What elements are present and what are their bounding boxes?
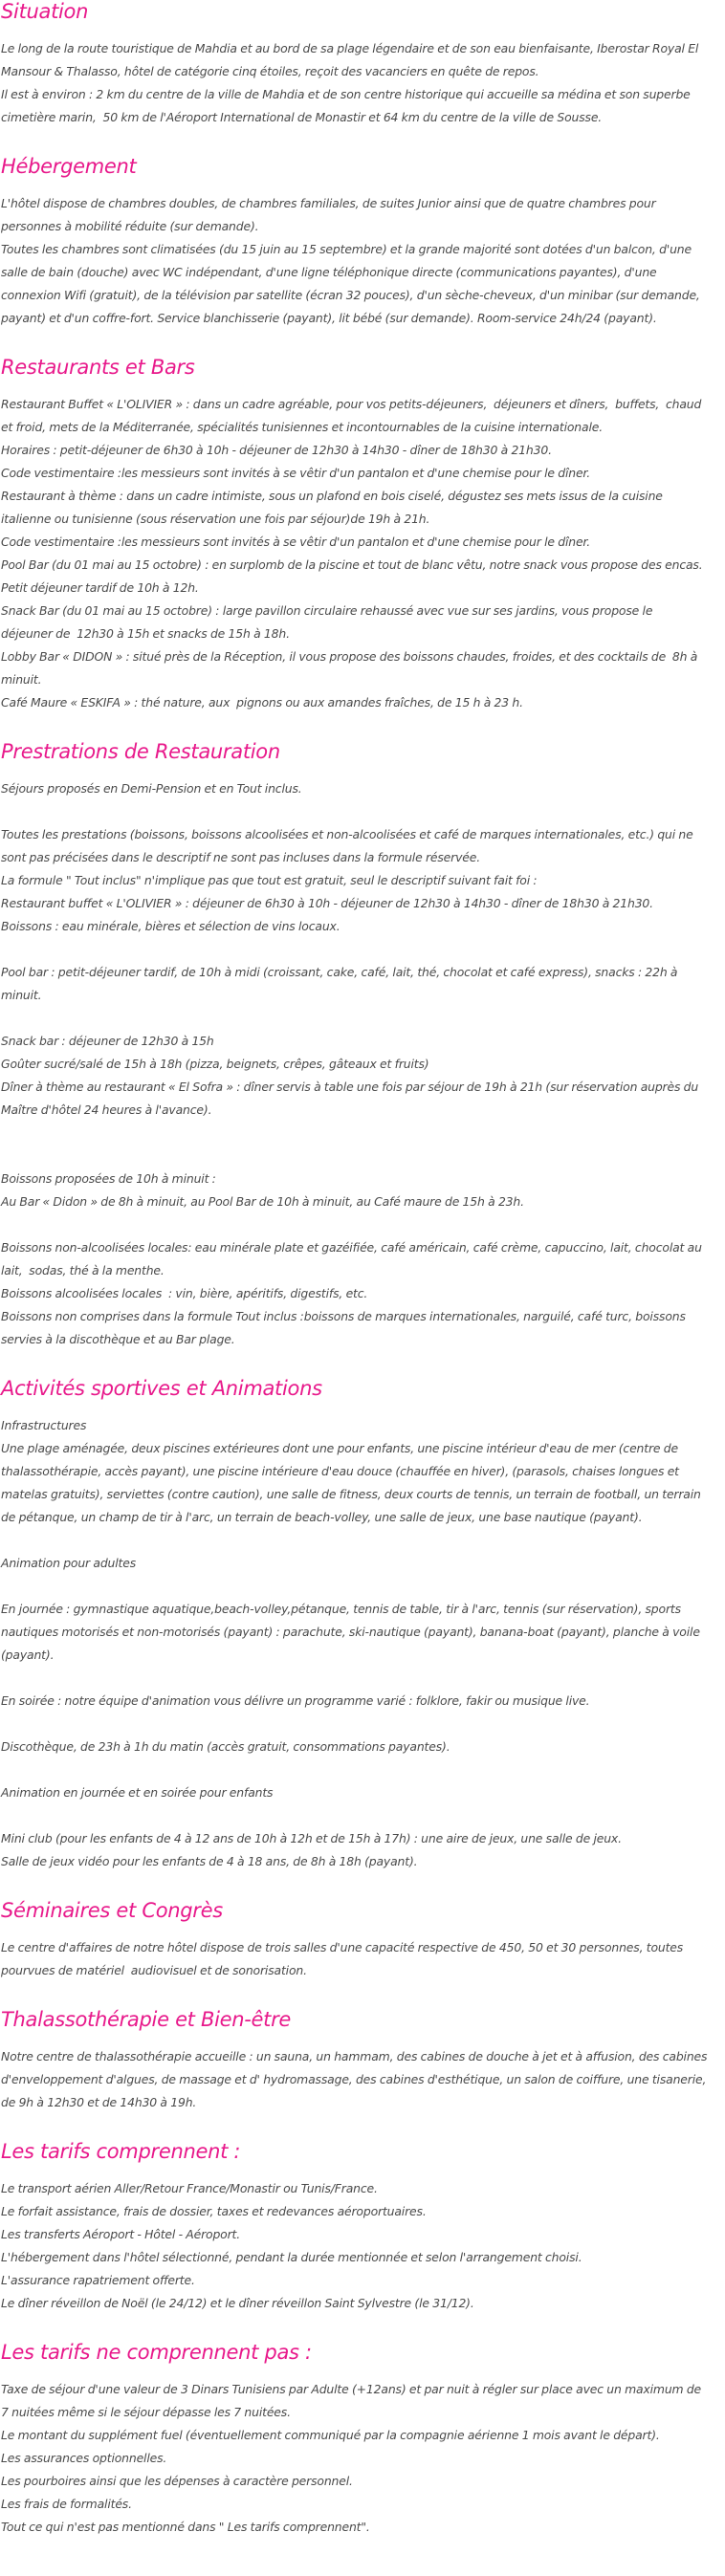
section-title: Les tarifs comprennent : xyxy=(1,2140,241,2163)
text-line: servies à la discothèque et au Bar plage. xyxy=(1,1332,235,1346)
text-line: Toutes les prestations (boissons, boissons alcoolisées et non-alcoolisées et café de marques internationales, etc.) qui ne xyxy=(1,827,693,841)
text-line: En journée : gymnastique aquatique,beach-volley,pétanque, tennis de table, tir à l'arc, tennis (sur réservation), sports xyxy=(1,1602,681,1616)
text-line: Mini club (pour les enfants de 4 à 12 ans de 10h à 12h et de 15h à 17h) : une aire de jeux, une salle de jeux. xyxy=(1,1831,622,1845)
text-line: lait, sodas, thé à la menthe. xyxy=(1,1263,165,1277)
blank-line xyxy=(1,1804,723,1827)
text-line: personnes à mobilité réduite (sur demande). xyxy=(1,219,259,233)
blank-line xyxy=(1,1667,723,1690)
section-title: Prestrations de Restauration xyxy=(1,740,280,763)
text-line: connexion Wifi (gratuit), de la télévision par satellite (écran 32 pouces), d'un sèche-cheveux, d'un minibar (sur demande, xyxy=(1,288,700,302)
section-title: Activités sportives et Animations xyxy=(1,1377,322,1400)
text-line: (payant). xyxy=(1,1648,55,1662)
text-line: Dîner à thème au restaurant « El Sofra » : dîner servis à table une fois par séjour de 19h à 21h (sur réservation auprès du xyxy=(1,1080,699,1094)
section-0 xyxy=(1,0,723,129)
text-line: minuit. xyxy=(1,672,42,687)
section-8 xyxy=(1,2338,723,2539)
text-line: Le dîner réveillon de Noël (le 24/12) et le dîner réveillon Saint Sylvestre (le 31/12). xyxy=(1,2296,474,2310)
text-line: et froid, mets de la Méditerranée, spécialités tunisiennes et incontournables de la cuisine internationale. xyxy=(1,420,603,434)
section-1 xyxy=(1,152,723,330)
text-line: Tout ce qui n'est pas mentionné dans " Les tarifs comprennent". xyxy=(1,2520,370,2534)
text-line: Boissons non comprises dans la formule Tout inclus :boissons de marques internationales, narguilé, café turc, boissons xyxy=(1,1309,686,1323)
section-7 xyxy=(1,2137,723,2315)
text-line: Il est à environ : 2 km du centre de la ville de Mahdia et de son centre historique qui accueille sa médina et son superbe xyxy=(1,87,691,101)
text-line: de 9h à 12h30 et de 14h30 à 19h. xyxy=(1,2095,197,2109)
text-line: Toutes les chambres sont climatisées (du 15 juin au 15 septembre) et la grande majorité sont dotées d'un balcon, d'une xyxy=(1,242,692,256)
section-5 xyxy=(1,1896,723,1982)
text-line: Les assurances optionnelles. xyxy=(1,2451,167,2465)
text-line: Boissons alcoolisées locales : vin, bière, apéritifs, digestifs, etc. xyxy=(1,1286,368,1300)
blank-line xyxy=(1,1758,723,1781)
section-title: Les tarifs ne comprennent pas : xyxy=(1,2341,312,2364)
text-line: Code vestimentaire :les messieurs sont invités à se vêtir d'un pantalon et d'une chemise pour le dîner. xyxy=(1,535,591,549)
text-line: Une plage aménagée, deux piscines extérieures dont une pour enfants, une piscine intérieur d'eau de mer (centre de xyxy=(1,1441,678,1455)
text-line: Les pourboires ainsi que les dépenses à caractère personnel. xyxy=(1,2474,353,2488)
text-line: Café Maure « ESKIFA » : thé nature, aux pignons ou aux amandes fraîches, de 15 h à 23 h. xyxy=(1,695,523,709)
text-line: L'hébergement dans l'hôtel sélectionné, pendant la durée mentionnée et selon l'arrangement choisi. xyxy=(1,2250,582,2264)
text-line: Lobby Bar « DIDON » : situé près de la Réception, il vous propose des boissons chaudes, froides, et des cocktails de 8h à xyxy=(1,649,698,664)
text-line: Mansour & Thalasso, hôtel de catégorie cinq étoiles, reçoit des vacanciers en quête de repos. xyxy=(1,64,539,78)
text-line: de pétanque, un champ de tir à l'arc, un terrain de beach-volley, une salle de jeux, une base nautique (payant). xyxy=(1,1510,643,1524)
text-line: En soirée : notre équipe d'animation vous délivre un programme varié : folklore, fakir ou musique live. xyxy=(1,1693,590,1708)
text-line: Pool Bar (du 01 mai au 15 octobre) : en surplomb de la piscine et tout de blanc vêtu, notre snack vous propose des encas. xyxy=(1,557,703,572)
text-line: Restaurant buffet « L'OLIVIER » : déjeuner de 6h30 à 10h - déjeuner de 12h30 à 14h30 - dîner de 18h30 à 21h30. xyxy=(1,896,653,910)
text-line: Boissons non-alcoolisées locales: eau minérale plate et gazéifiée, café américain, café crème, capuccino, lait, chocolat au xyxy=(1,1240,702,1255)
text-line: Au Bar « Didon » de 8h à minuit, au Pool Bar de 10h à minuit, au Café maure de 15h à 23h. xyxy=(1,1194,524,1209)
text-line: Goûter sucré/salé de 15h à 18h (pizza, beignets, crêpes, gâteaux et fruits) xyxy=(1,1057,429,1071)
text-line: Le long de la route touristique de Mahdia et au bord de sa plage légendaire et de son eau bienfaisante, Iberostar Royal El xyxy=(1,41,699,55)
text-line: minuit. xyxy=(1,988,42,1002)
text-line: nautiques motorisés et non-motorisés (payant) : parachute, ski-nautique (payant), banana-boat (payant), planche à voile xyxy=(1,1625,700,1639)
text-line: Salle de jeux vidéo pour les enfants de 4 à 18 ans, de 8h à 18h (payant). xyxy=(1,1854,418,1868)
text-line: Notre centre de thalassothérapie accueille : un sauna, un hammam, des cabines de douche à jet et à affusion, des cabines xyxy=(1,2049,708,2063)
text-line: cimetière marin, 50 km de l'Aéroport International de Monastir et 64 km du centre de la ville de Sousse. xyxy=(1,110,603,124)
blank-line xyxy=(1,1145,723,1168)
text-line: italienne ou tunisienne (sous réservation une fois par séjour)de 19h à 21h. xyxy=(1,512,430,526)
blank-line xyxy=(1,1575,723,1598)
blank-line xyxy=(1,1529,723,1552)
text-line: payant) et d'un coffre-fort. Service blanchisserie (payant), lit bébé (sur demande). Room-service 24h/24 (payant). xyxy=(1,311,657,325)
text-line: Taxe de séjour d'une valeur de 3 Dinars Tunisiens par Adulte (+12ans) et par nuit à régler sur place avec un maximum de xyxy=(1,2382,702,2396)
blank-line xyxy=(1,1007,723,1030)
text-line: Horaires : petit-déjeuner de 6h30 à 10h - déjeuner de 12h30 à 14h30 - dîner de 18h30 à 21h30. xyxy=(1,443,552,457)
text-line: L'assurance rapatriement offerte. xyxy=(1,2273,195,2287)
text-line: Boissons : eau minérale, bières et sélection de vins locaux. xyxy=(1,919,341,933)
text-line: L'hôtel dispose de chambres doubles, de chambres familiales, de suites Junior ainsi que de quatre chambres pour xyxy=(1,196,656,210)
text-line: thalassothérapie, accès payant), une piscine intérieure d'eau douce (chauffée en hiver), (parasols, chaises longues et xyxy=(1,1464,679,1478)
section-title: Restaurants et Bars xyxy=(1,356,195,379)
text-line: Pool bar : petit-déjeuner tardif, de 10h à midi (croissant, cake, café, lait, thé, chocolat et café express), snacks : 22h à xyxy=(1,965,678,979)
text-line: Discothèque, de 23h à 1h du matin (accès gratuit, consommations payantes). xyxy=(1,1739,450,1754)
text-line: Le transport aérien Aller/Retour France/Monastir ou Tunis/France. xyxy=(1,2181,378,2195)
text-line: Séjours proposés en Demi-Pension et en Tout inclus. xyxy=(1,781,302,796)
text-line: Le forfait assistance, frais de dossier, taxes et redevances aéroportuaires. xyxy=(1,2204,427,2218)
blank-line xyxy=(1,1122,723,1145)
section-4 xyxy=(1,1374,723,1873)
section-3 xyxy=(1,737,723,1351)
text-line: La formule " Tout inclus" n'implique pas que tout est gratuit, seul le descriptif suivant fait foi : xyxy=(1,873,538,887)
text-line: Le montant du supplément fuel (éventuellement communiqué par la compagnie aérienne 1 mois avant le départ). xyxy=(1,2428,660,2442)
text-line: Snack bar : déjeuner de 12h30 à 15h xyxy=(1,1034,214,1048)
text-line: pourvues de matériel audiovisuel et de sonorisation. xyxy=(1,1963,307,1977)
text-line: Animation en journée et en soirée pour enfants xyxy=(1,1785,274,1800)
text-line: d'enveloppement d'algues, de massage et d' hydromassage, des cabines d'esthétique, un salon de coiffure, une tisanerie, xyxy=(1,2072,707,2086)
text-line: Petit déjeuner tardif de 10h à 12h. xyxy=(1,580,199,595)
text-line: sont pas précisées dans le descriptif ne sont pas incluses dans la formule réservée. xyxy=(1,850,481,864)
text-line: Snack Bar (du 01 mai au 15 octobre) : large pavillon circulaire rehaussé avec vue sur ses jardins, vous propose le xyxy=(1,603,653,618)
blank-line xyxy=(1,1713,723,1736)
section-title: Séminaires et Congrès xyxy=(1,1899,223,1922)
section-title: Situation xyxy=(1,0,89,23)
section-title: Thalassothérapie et Bien-être xyxy=(1,2008,292,2031)
text-line: Les transferts Aéroport - Hôtel - Aéroport. xyxy=(1,2227,241,2241)
blank-line xyxy=(1,800,723,823)
text-line: Boissons proposées de 10h à minuit : xyxy=(1,1171,216,1186)
text-line: Infrastructures xyxy=(1,1418,87,1432)
blank-line xyxy=(1,1213,723,1236)
text-line: Les frais de formalités. xyxy=(1,2497,132,2511)
text-line: Le centre d'affaires de notre hôtel dispose de trois salles d'une capacité respective de 450, 50 et 30 personnes, toutes xyxy=(1,1940,684,1954)
section-6 xyxy=(1,2005,723,2114)
section-2 xyxy=(1,353,723,714)
text-line: Maître d'hôtel 24 heures à l'avance). xyxy=(1,1102,212,1117)
section-title: Hébergement xyxy=(1,155,137,178)
text-line: 7 nuitées même si le séjour dépasse les 7 nuitées. xyxy=(1,2405,291,2419)
text-line: déjeuner de 12h30 à 15h et snacks de 15h à 18h. xyxy=(1,626,290,641)
text-line: Code vestimentaire :les messieurs sont invités à se vêtir d'un pantalon et d'une chemise pour le dîner. xyxy=(1,466,591,480)
text-line: matelas gratuits), serviettes (contre caution), une salle de fitness, deux courts de tennis, un terrain de football, un terrain xyxy=(1,1487,701,1501)
text-line: Restaurant Buffet « L'OLIVIER » : dans un cadre agréable, pour vos petits-déjeuners, déjeuners et dîners, buffets, chaud xyxy=(1,397,702,411)
text-line: Restaurant à thème : dans un cadre intimiste, sous un plafond en bois ciselé, dégustez ses mets issus de la cuisine xyxy=(1,489,663,503)
blank-line xyxy=(1,938,723,961)
text-line: salle de bain (douche) avec WC indépendant, d'une ligne téléphonique directe (communications payantes), d'une xyxy=(1,265,657,279)
text-line: Animation pour adultes xyxy=(1,1556,137,1570)
